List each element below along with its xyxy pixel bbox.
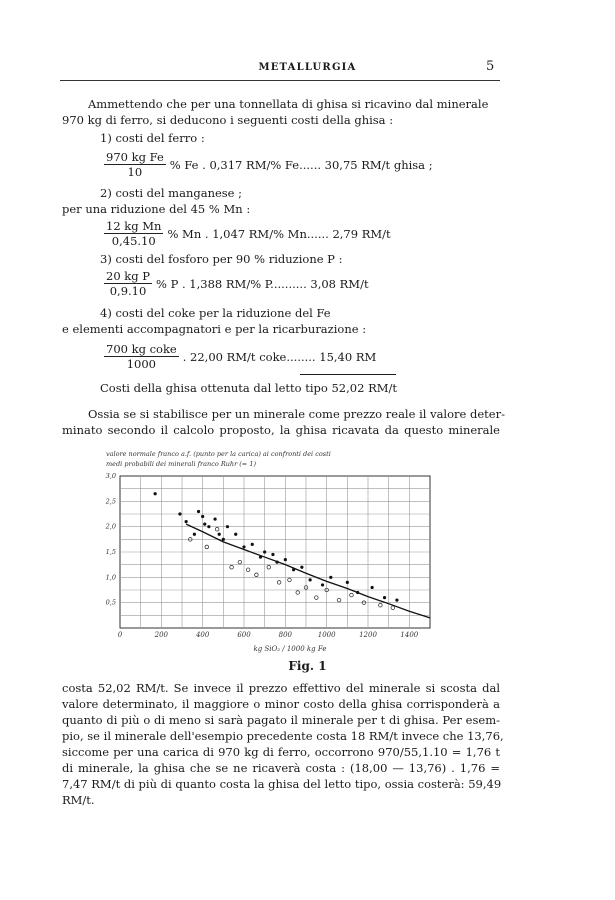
data-point-open (205, 545, 209, 549)
x-tick-label: 1400 (400, 631, 419, 639)
data-point-filled (263, 550, 266, 553)
data-point-open (255, 573, 259, 577)
data-point-filled (207, 525, 210, 528)
x-tick-label: 0 (117, 631, 123, 639)
legend-entry-2: medi probabili dei minerali franco Ruhr (= 1) (106, 460, 256, 468)
item-phosphorus-label: 3) costi del fosforo per 90 % riduzione P : (100, 252, 343, 266)
manganese-formula-rest: % Mn . 1,047 RM/% Mn...... 2,79 RM/t (167, 226, 391, 241)
para2-line-4: pio, se il minerale dell'esempio precedente costa 18 RM/t invece che 13,76, (62, 729, 504, 743)
legend-entry-1: valore normale franco a.f. (punto per la carica) ai confronti dei costi (106, 450, 331, 458)
y-axis-ticks (105, 472, 116, 607)
data-point-filled (284, 558, 287, 561)
para1-line-1: Ossia se si stabilisce per un minerale come prezzo reale il valore deter- (88, 407, 505, 421)
y-tick-label: 2,5 (105, 497, 116, 506)
iron-numerator: 970 kg Fe (106, 150, 164, 164)
coke-denominator: 1000 (126, 357, 156, 371)
x-tick-label: 200 (154, 631, 169, 639)
x-tick-label: 800 (278, 631, 293, 639)
data-point-open (230, 565, 234, 569)
x-tick-label: 400 (195, 631, 210, 639)
para2-line-3: quanto di più o di meno si sarà pagato il minerale per t di ghisa. Per esem- (62, 713, 500, 727)
data-point-filled (226, 525, 229, 528)
data-points (154, 492, 399, 609)
data-point-open (246, 568, 250, 572)
manganese-denominator: 0,45.10 (111, 234, 156, 248)
data-point-filled (371, 586, 374, 589)
item-iron-formula (104, 150, 433, 179)
y-tick-label: 0,5 (105, 598, 116, 607)
data-point-filled (242, 545, 245, 548)
data-point-open (267, 565, 271, 569)
data-point-filled (218, 533, 221, 536)
legend (106, 450, 331, 468)
data-point-filled (234, 533, 237, 536)
page-number: 5 (486, 59, 495, 74)
item-iron-label: 1) costi del ferro : (100, 131, 205, 145)
data-point-filled (383, 596, 386, 599)
intro-line-2: 970 kg di ferro, si deducono i seguenti costi della ghisa : (62, 113, 394, 127)
sum-rule (300, 374, 396, 375)
para1-line-2: minato secondo il calcolo proposto, la ghisa ricavata da questo minerale (62, 423, 500, 437)
item-manganese-label: 2) costi del manganese ; (100, 186, 243, 200)
x-axis-label: kg SiO₂ / 1000 kg Fe (253, 645, 327, 653)
running-header: METALLURGIA (258, 62, 357, 73)
item-manganese-formula (104, 219, 391, 248)
para2-line-8: RM/t. (62, 793, 95, 807)
data-point-filled (251, 543, 254, 546)
coke-numerator: 700 kg coke (106, 342, 177, 356)
para2-line-2: valore determinato, il maggiore o minor costo della ghisa corrisponderà a (62, 697, 500, 711)
x-axis-ticks (118, 631, 419, 639)
data-point-open (277, 581, 281, 585)
para2-line-7: 7,47 RM/t di più di quanto costa la ghisa del letto tipo, ossia costerà: 59,49 (62, 777, 502, 791)
item-coke-formula (104, 342, 376, 371)
para2-line-6: di minerale, la ghisa che se ne ricaverà costa : (18,00 — 13,76) . 1,76 = (62, 761, 500, 775)
data-point-filled (213, 517, 216, 520)
data-point-open (350, 593, 354, 597)
data-point-filled (222, 538, 225, 541)
data-point-open (391, 606, 395, 610)
iron-formula-rest: % Fe . 0,317 RM/% Fe...... 30,75 RM/t ghisa ; (169, 157, 433, 172)
x-tick-label: 600 (237, 631, 251, 639)
para2-line-5: siccome per una carica di 970 kg di ferro, occorrono 970/55,1.10 = 1,76 t (62, 745, 500, 759)
data-point-filled (154, 492, 157, 495)
data-point-open (215, 527, 219, 531)
y-tick-label: 1,5 (105, 548, 116, 556)
phosphorus-formula-rest: % P . 1,388 RM/% P.......... 3,08 RM/t (156, 276, 369, 291)
data-point-filled (309, 578, 312, 581)
data-point-filled (203, 523, 206, 526)
data-point-open (296, 591, 300, 595)
x-tick-label: 1200 (359, 631, 377, 639)
data-point-filled (346, 581, 349, 584)
phosphorus-numerator: 20 kg P (106, 269, 151, 283)
figure-1-chart (90, 446, 510, 656)
phosphorus-denominator: 0,9.10 (109, 284, 147, 298)
para2-line-1: costa 52,02 RM/t. Se invece il prezzo effettivo del minerale si scosta dal (62, 681, 500, 695)
data-point-open (379, 603, 383, 607)
y-tick-label: 3,0 (105, 472, 116, 480)
coke-fraction (104, 342, 179, 371)
coke-formula-rest: . 22,00 RM/t coke........ 15,40 RM (182, 349, 377, 364)
para2 (62, 680, 504, 808)
data-point-filled (321, 583, 324, 586)
data-point-open (238, 560, 242, 564)
figure-caption: Fig. 1 (288, 659, 327, 673)
y-tick-label: 2,0 (105, 522, 116, 531)
data-point-open (315, 596, 319, 600)
data-point-filled (197, 510, 200, 513)
data-point-filled (329, 576, 332, 579)
phosphorus-fraction (104, 269, 152, 298)
data-point-filled (300, 566, 303, 569)
total-cost: Costi della ghisa ottenuta dal letto tipo 52,02 RM/t (100, 381, 397, 395)
iron-denominator: 10 (127, 165, 143, 179)
x-tick-label: 1000 (317, 631, 336, 639)
y-tick-label: 1,0 (105, 573, 116, 582)
data-point-open (337, 598, 341, 602)
manganese-numerator: 12 kg Mn (106, 219, 162, 233)
item-phosphorus-formula (104, 269, 369, 298)
item-coke-sub: e elementi accompagnatori e per la ricarburazione : (62, 322, 367, 336)
data-point-filled (395, 599, 398, 602)
item-coke-label: 4) costi del coke per la riduzione del Fe (100, 306, 331, 320)
iron-fraction (104, 150, 166, 179)
item-manganese-sub: per una riduzione del 45 % Mn : (62, 202, 251, 216)
header-rule (60, 80, 500, 81)
data-point-filled (185, 520, 188, 523)
gridlines (120, 476, 430, 628)
data-point-filled (193, 533, 196, 536)
data-point-filled (271, 553, 274, 556)
data-point-filled (178, 512, 181, 515)
manganese-fraction (104, 219, 163, 248)
data-point-open (288, 578, 292, 582)
intro-line-1: Ammettendo che per una tonnellata di ghisa si ricavino dal minerale (88, 97, 489, 111)
data-point-filled (201, 515, 204, 518)
